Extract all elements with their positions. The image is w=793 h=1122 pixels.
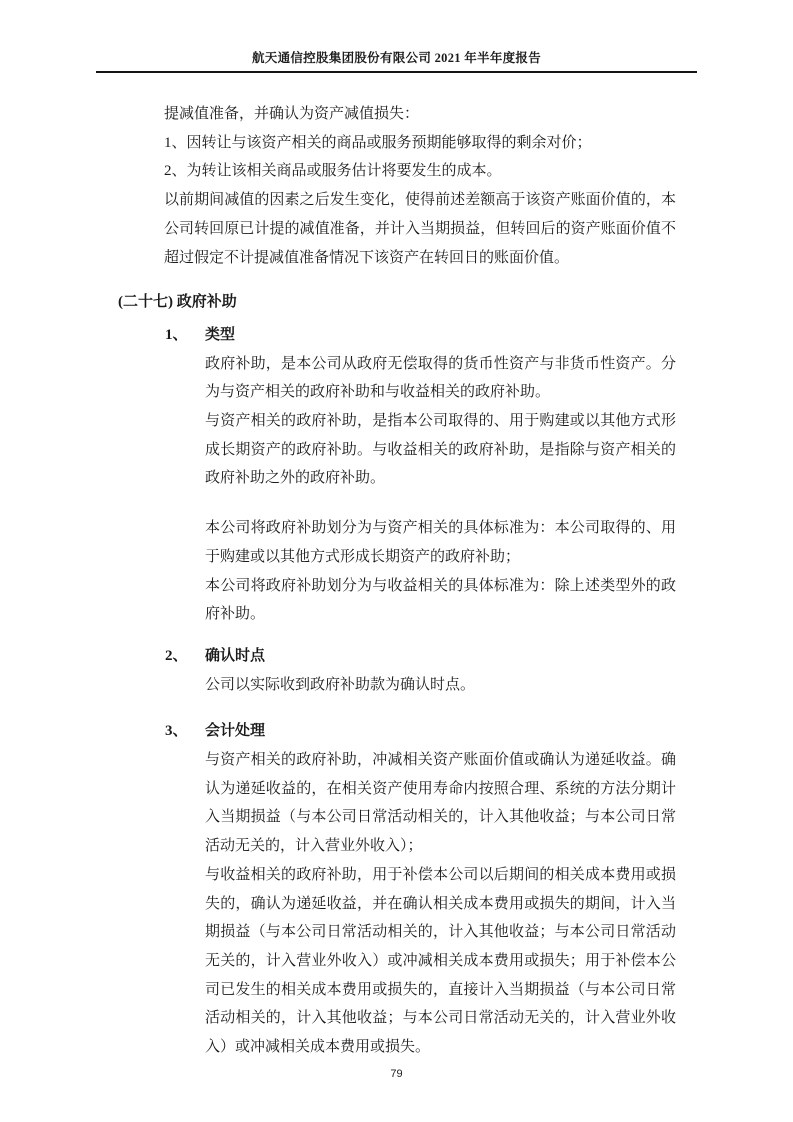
item-heading — [165, 717, 793, 746]
section-item-3 — [0, 717, 793, 1061]
item-title: 会计处理 — [205, 723, 266, 740]
paragraph: 本公司将政府补助划分为与资产相关的具体标准为：本公司取得的、用于购建或以其他方式形成长期资产的政府补助； — [205, 520, 676, 565]
paragraph: 公司以实际收到政府补助款为确认时点。 — [205, 676, 476, 693]
paragraph: 与资产相关的政府补助，冲减相关资产账面价值或确认为递延收益。确认为递延收益的，在相关资产使用寿命内按照合理、系统的方法分期计入当期损益（与本公司日常活动相关的，计入其他收益；与本公司日常活动无关的，计入营业外收入）； — [205, 752, 676, 855]
item-body — [205, 350, 676, 629]
paragraph: 1、因转让与该资产相关的商品或服务预期能够取得的剩余对价； — [164, 134, 592, 151]
report-title: 航天通信控股集团股份有限公司 2021 年半年度报告 — [251, 51, 542, 65]
paragraph: 政府补助，是本公司从政府无偿取得的货币性资产与非货币性资产。分为与资产相关的政府补助和与收益相关的政府补助。 — [205, 355, 676, 401]
page-number: 79 — [390, 1068, 403, 1080]
item-heading — [165, 642, 793, 671]
item-number: 3、 — [165, 723, 188, 740]
page-header — [0, 0, 793, 66]
item-title: 类型 — [205, 326, 236, 343]
item-heading — [165, 321, 793, 350]
item-number: 2、 — [165, 647, 188, 664]
paragraph: 提减值准备，并确认为资产减值损失： — [164, 106, 420, 122]
item-number: 1、 — [165, 326, 188, 343]
paragraph: 本公司将政府补助划分为与收益相关的具体标准为：除上述类型外的政府补助。 — [205, 577, 676, 623]
header-divider — [96, 71, 697, 73]
document-body — [0, 100, 793, 1062]
section-item-1 — [0, 321, 793, 629]
item-title: 确认时点 — [205, 647, 266, 664]
paragraph: 以前期间减值的因素之后发生变化，使得前述差额高于该资产账面价值的，本公司转回原已计提的减值准备，并计入当期损益，但转回后的资产账面价值不超过假定不计提减值准备情况下该资产在转回日的账面价值。 — [164, 192, 676, 266]
item-body — [205, 671, 676, 700]
section-heading: (二十七) 政府补助 — [118, 294, 237, 311]
paragraph: 与收益相关的政府补助，用于补偿本公司以后期间的相关成本费用或损失的，确认为递延收益，并在确认相关成本费用或损失的期间，计入当期损益（与本公司日常活动相关的，计入其他收益；与本公司日常活动无关的，计入营业外收入）或冲减相关成本费用或损失；用于补偿本公司已发生的相关成本费用或损失的，直接计入当期损益（与本公司日常活动相关的，计入其他收益；与本公司日常活动无关的，计入营业外收入）或冲减相关成本费用或损失。 — [205, 866, 676, 1056]
intro-block — [164, 100, 676, 272]
section-item-2 — [0, 642, 793, 699]
page-footer — [0, 1068, 793, 1080]
item-body — [205, 746, 676, 1062]
paragraph: 与资产相关的政府补助，是指本公司取得的、用于购建或以其他方式形成长期资产的政府补助。与收益相关的政府补助，是指除与资产相关的政府补助之外的政府补助。 — [205, 413, 676, 487]
paragraph: 2、为转让该相关商品或服务估计将要发生的成本。 — [164, 163, 502, 180]
